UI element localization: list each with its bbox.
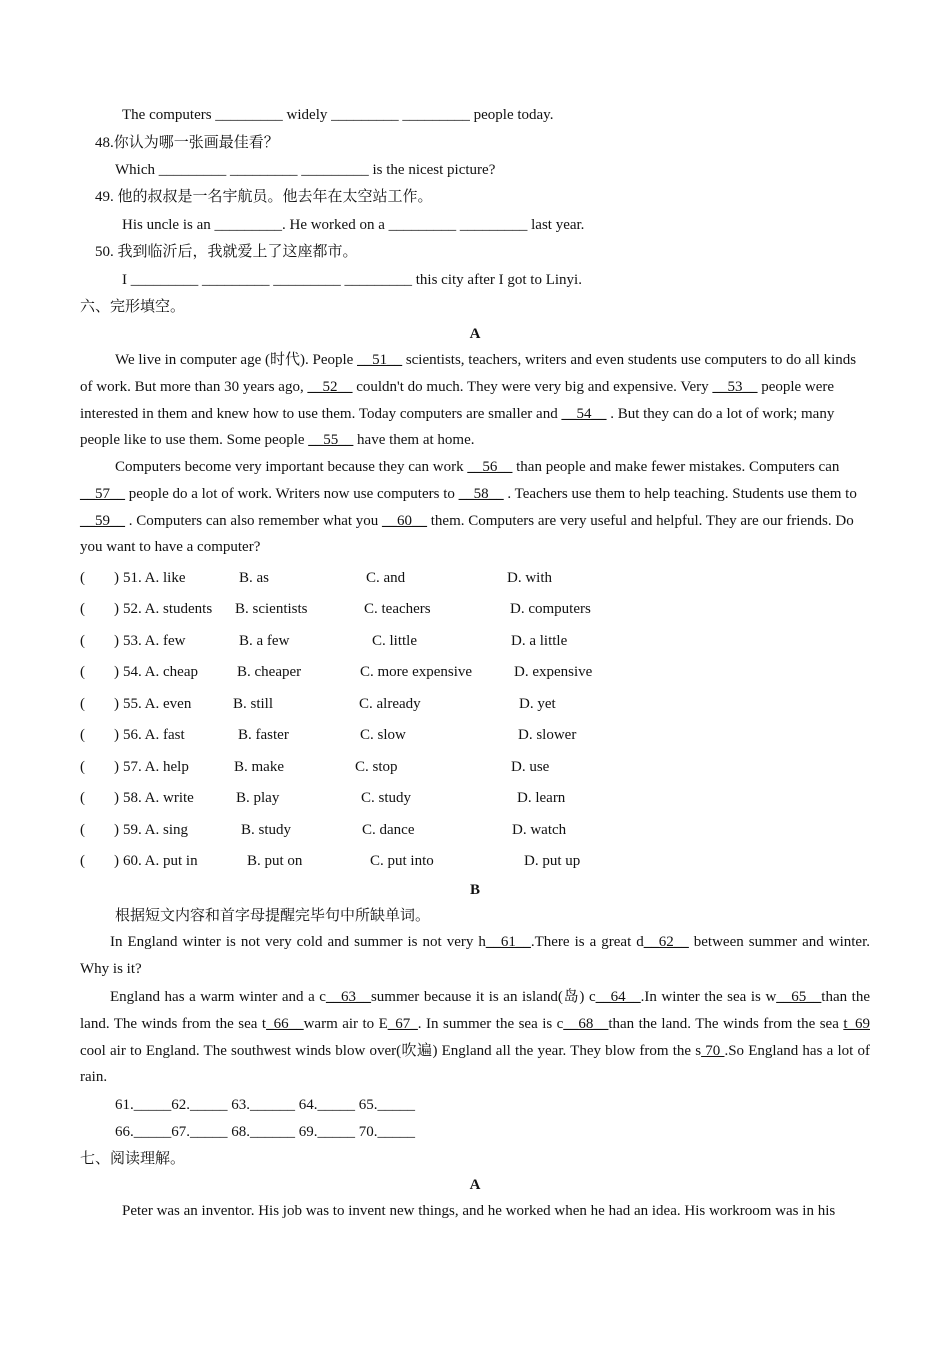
section-heading: 六、完形填空。 xyxy=(80,299,186,315)
blank: __68__ xyxy=(563,1015,609,1032)
cloze-paragraph: Computers become very important because they can work __56__ than people and make fewer mistakes. Computers can __57__ people do a lot of work. Writers now use computers to __58__ . Teachers use them to help teaching. Students use them to __59__ . Computers can also remember what you __60__ them. Computers are very useful and helpful. They are our friends. Do you want to have a computer? xyxy=(80,459,857,556)
blank: _67_ xyxy=(387,1015,418,1032)
blank: __60__ xyxy=(382,512,428,529)
translation-line: 50. 我到临沂后，我就爱上了这座都市。 xyxy=(95,244,358,260)
passage-paragraph: In England winter is not very cold and summer is not very h__61__.There is a great d__62__ between summer and winter. Why is it? xyxy=(80,934,870,977)
section-heading: 七、阅读理解。 xyxy=(80,1151,186,1167)
translation-line: 48.你认为哪一张画最佳看？ xyxy=(95,135,279,151)
translation-line: Which _________ _________ _________ is the nicest picture? xyxy=(115,162,496,178)
translation-line: The computers _________ widely _________ _________ people today. xyxy=(122,107,554,123)
blank: __53__ xyxy=(712,378,758,395)
blank: t_69 xyxy=(843,1015,870,1032)
blank: __56__ xyxy=(467,459,513,475)
instruction: 根据短文内容和首字母提醒完毕句中所缺单词。 xyxy=(115,908,431,924)
passage-paragraph: England has a warm winter and a c__63__summer because it is an island(岛) c__64__.In winter the sea is w__65__than the land. The winds from the sea t_66__warm air to E_67_. In summer the sea is c__68__than the land. The winds from the sea t_69 cool air to England. The southwest winds blow over(吹遍) England all the year. They blow from the s 70 .So England has a lot of rain. xyxy=(80,989,870,1086)
part-label: A xyxy=(469,1177,481,1193)
reading-passage-start: Peter was an inventor. His job was to invent new things, and he worked when he had an idea. His workroom was in his xyxy=(122,1203,836,1219)
answer-line: 61._____62._____ 63.______ 64._____ 65._____ xyxy=(115,1097,415,1113)
blank: __51__ xyxy=(357,352,403,368)
blank: __63__ xyxy=(325,989,371,1005)
blank: __52__ xyxy=(307,378,353,395)
translation-line: I _________ _________ _________ _________ this city after I got to Linyi. xyxy=(122,272,582,288)
blank: __61__ xyxy=(485,934,531,950)
cloze-paragraph: We live in computer age (时代). People __51__ scientists, teachers, writers and even students use computers to do all kinds of work. But more than 30 years ago, __52__ couldn't do much. They were very big and expensive. Very __53__ people were interested in them and knew how to use them. Today computers are smaller and __54__ . But they can do a lot of work; many people like to use them. Some people __55__ have them at home. xyxy=(80,352,857,449)
blank: __59__ xyxy=(80,512,125,529)
blank: __65__ xyxy=(776,989,822,1005)
translation-line: 49. 他的叔叔是一名宇航员。他去年在太空站工作。 xyxy=(95,189,433,205)
blank: 70 xyxy=(701,1042,725,1059)
blank: __62__ xyxy=(643,934,689,950)
part-label: B xyxy=(469,882,480,898)
answer-line: 66._____67._____ 68.______ 69._____ 70._____ xyxy=(115,1124,415,1140)
part-label: A xyxy=(469,326,481,342)
blank: _66__ xyxy=(266,1015,304,1032)
blank: __57__ xyxy=(80,485,125,502)
blank: __64__ xyxy=(595,989,641,1005)
blank: __54__ xyxy=(561,405,607,422)
translation-line: His uncle is an _________. He worked on a _________ _________ last year. xyxy=(122,217,585,233)
blank: __58__ xyxy=(458,485,504,502)
exam-page: The computers _________ widely _________ _________ people today. 48.你认为哪一张画最佳看？ Which _________ _________ _________ is the nicest picture? 49. 他的叔叔是一名宇航员。他去年在太空站工作。 His uncle is an _________. He worked on a _________ _________ last year. 50. 我到临沂后，我就爱上了这座都市。 I _________ _________ _________ _________ this city after I got to Linyi. 六、完形填空。 A We live in computer age (时代). People __51__ scientists, teachers, writers and even students use computers to do all kinds of work. But more than 30 years ago, __52__ couldn't do much. They were very big and expensive. Very __53__ people were interested in them and knew how to use them. Today computers are smaller and __54__ . But they can do a lot of work; many people like to use them. Some people __55__ have them at home. Computers become very important because they can work __56__ than people and make fewer mistakes. Computers can __57__ people do a lot of work. Writers now use computers to __58__ . Teachers use them to help teaching. Students use them to __59__ . Computers can also remember what you __60__ them. Computers are very useful and helpful. They are our friends. Do you want to have a computer? ( ) 51. A. like B. as C. and D. with ( ) 52. A. students B. scientists C. teachers D. computers ( ) 53. A. few B. a few C. little D. a little ( ) 54. A. cheap B. cheaper C. more expensive D. expensive ( ) 55. A. even B. still C. already D. yet ( ) 56. A. fast B. faster C. slow D. slower ( ) 57. A. help B. make C. stop D. use ( ) 58. A. write B. play C. study D. learn ( ) 59. A. sing B. study C. dance D. watch ( ) 60. A. put in B. put on C. put into D. put up B 根据短文内容和首字母提醒完毕句中所缺单词。 In England winter is not very cold and summer is not very h__61__.There is a great d__62__ between summer and winter. Why is it? England has a warm winter and a c__63__summer because it is an island(岛) c__64__.In winter the sea is w__65__than the land. The winds from the sea t_66__warm air to E_67_. In summer the sea is c__68__than the land. The winds from the sea t_69 cool air to England. The southwest winds blow over(吹遍) England all the year. They blow from the s 70 .So England has a lot of rain. 61._____62._____ 63.______ 64._____ 65._____ 66._____67._____ 68.______ 69._____ 70._____ 七、阅读理解。 A Peter was an inventor. His job was to invent new things, and he worked when he had an idea. His workroom was in his xyxy=(0,0,950,1346)
blank: __55__ xyxy=(308,432,354,449)
